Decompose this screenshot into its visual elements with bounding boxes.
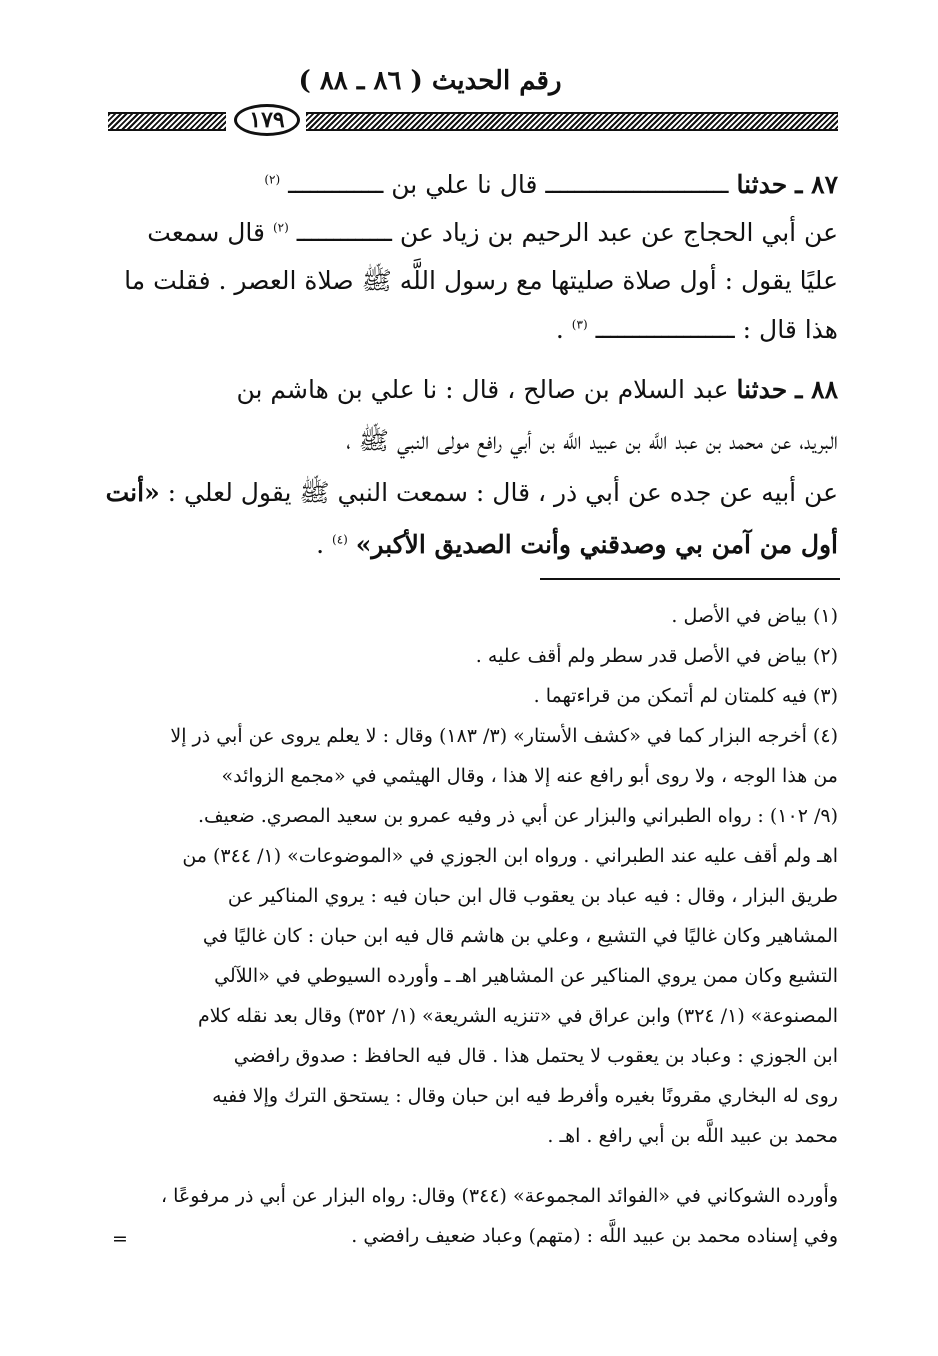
hadith-88-line-1 <box>236 375 838 405</box>
footnote-ref: (٢) <box>272 220 289 235</box>
footnote-4-line: روى له البخاري مقرونًا بغيره وأفرط فيه ابن حبان وقال : يستحق الترك وإلا ففيه <box>212 1085 838 1107</box>
hadith-87-line-4: هذا قال : ـــــــــــــــــــ $^{(٣)}$ . <box>555 315 838 344</box>
page-number: ١٧٩ <box>234 104 300 136</box>
hadith-quote: «أنت <box>105 478 160 507</box>
hadith-87-line-2 <box>147 218 838 248</box>
hadith-number: ٨٧ ـ <box>795 170 838 199</box>
hadith-88-line-4: أول من آمن بي وصدقني وأنت الصديق الأكبر» $^{(٤)}$ . <box>316 530 838 559</box>
footnote-4-line: اهـ ولم أقف عليه عند الطبراني . ورواه ابن الجوزي في «الموضوعات» (١/ ٣٤٤) من <box>182 845 838 867</box>
hadith-text: ـــــــــــــــــــــــــ قال نا علي بن ـــــــــــــ <box>288 170 729 199</box>
hadith-number: ٨٨ ـ <box>795 375 838 404</box>
hadith-text: قال سمعت <box>147 218 265 247</box>
footnote-2: (٢) بياض في الأصل قدر سطر ولم أقف عليه . <box>475 645 838 667</box>
hadith-lead: حدثنا <box>736 170 788 199</box>
footnote-4-line: محمد بن عبيد اللَّه بن أبي رافع . اهـ . <box>547 1125 838 1147</box>
footnote-4-line: التشيع وكان ممن يروي المناكير عن المشاهير اهـ ـ وأورده السيوطي في «اللآلي <box>214 965 838 987</box>
footnote-separator <box>540 578 840 580</box>
footnote-4-line: وأورده الشوكاني في «الفوائد المجموعة» (٣٤٤) وقال: رواه البزار عن أبي ذر مرفوعًا ، <box>160 1185 838 1207</box>
hadith-88-line-3 <box>106 478 838 508</box>
footnote-4-line: (٩/ ١٠٢) : رواه الطبراني والبزار عن أبي ذر وفيه عمرو بن سعيد المصري. ضعيف. <box>197 805 838 827</box>
footnote-4-line: المصنوعة» (١/ ٣٢٤) وابن عراق في «تنزيه الشريعة» (١/ ٣٥٢) وقال بعد نقله كلام <box>197 1005 838 1027</box>
footnote-4-line: من هذا الوجه ، ولا روى أبو رافع عنه إلا هذا ، وقال الهيثمي في «مجمع الزوائد» <box>221 765 838 787</box>
footnote-ref: (٣) <box>571 317 588 332</box>
hadith-87-line-1 <box>264 170 838 200</box>
hadith-text: عبد السلام بن صالح ، قال : نا علي بن هاشم بن <box>236 375 729 404</box>
hadith-quote: أول من آمن بي وصدقني وأنت الصديق الأكبر» <box>355 530 838 559</box>
footnote-ref: (٢) <box>264 172 281 187</box>
footnote-4-line: وفي إسناده محمد بن عبيد اللَّه : (متهم) وعباد ضعيف رافضي . <box>351 1225 838 1247</box>
header-ornament-right <box>306 112 838 131</box>
hadith-lead: حدثنا <box>736 375 788 404</box>
hadith-87-line-3: عليًا يقول : أول صلاة صليتها مع رسول اللَّه ﷺ صلاة العصر . فقلت ما <box>124 266 838 295</box>
footnote-4-line: (٤) أخرجه البزار كما في «كشف الأستار» (٣/ ١٨٣) وقال : لا يعلم يروى عن أبي ذر إلا <box>170 725 838 747</box>
hadith-88-line-2: البريد، عن محمد بن عبد اللَّه بن عبيد اللَّه بن أبي رافع مولى النبي ﷺ ، <box>346 426 838 455</box>
footnote-4-line: طريق البزار ، وقال : فيه عباد بن يعقوب قال ابن حبان فيه : يروي المناكير عن <box>227 885 838 907</box>
hadith-text: هذا قال : ـــــــــــــــــــ <box>595 315 838 344</box>
running-title: رقم الحديث ( ٨٦ ـ ٨٨ ) <box>298 66 562 96</box>
footnote-ref: (٤) <box>332 532 348 547</box>
footnote-4-line: ابن الجوزي : وعباد بن يعقوب لا يحتمل هذا . قال فيه الحافظ : صدوق رافضي <box>233 1045 838 1067</box>
hadith-text: عن أبيه عن جده عن أبي ذر ، قال : سمعت النبي ﷺ يقول لعلي : <box>167 478 838 507</box>
hadith-text: عن أبي الحجاج عن عبد الرحيم بن زياد عن ـــــــــــــ <box>296 218 838 247</box>
footnote-4-line: المشاهير وكان غاليًا في التشيع ، وعلي بن هاشم قال فيه ابن حبان : كان غاليًا في <box>202 925 838 947</box>
footnote-3: (٣) فيه كلمتان لم أتمكن من قراءتهما . <box>533 685 838 707</box>
header-ornament-left <box>108 112 226 131</box>
continuation-mark: = <box>112 1228 128 1250</box>
footnote-1: (١) بياض في الأصل . <box>671 605 838 627</box>
